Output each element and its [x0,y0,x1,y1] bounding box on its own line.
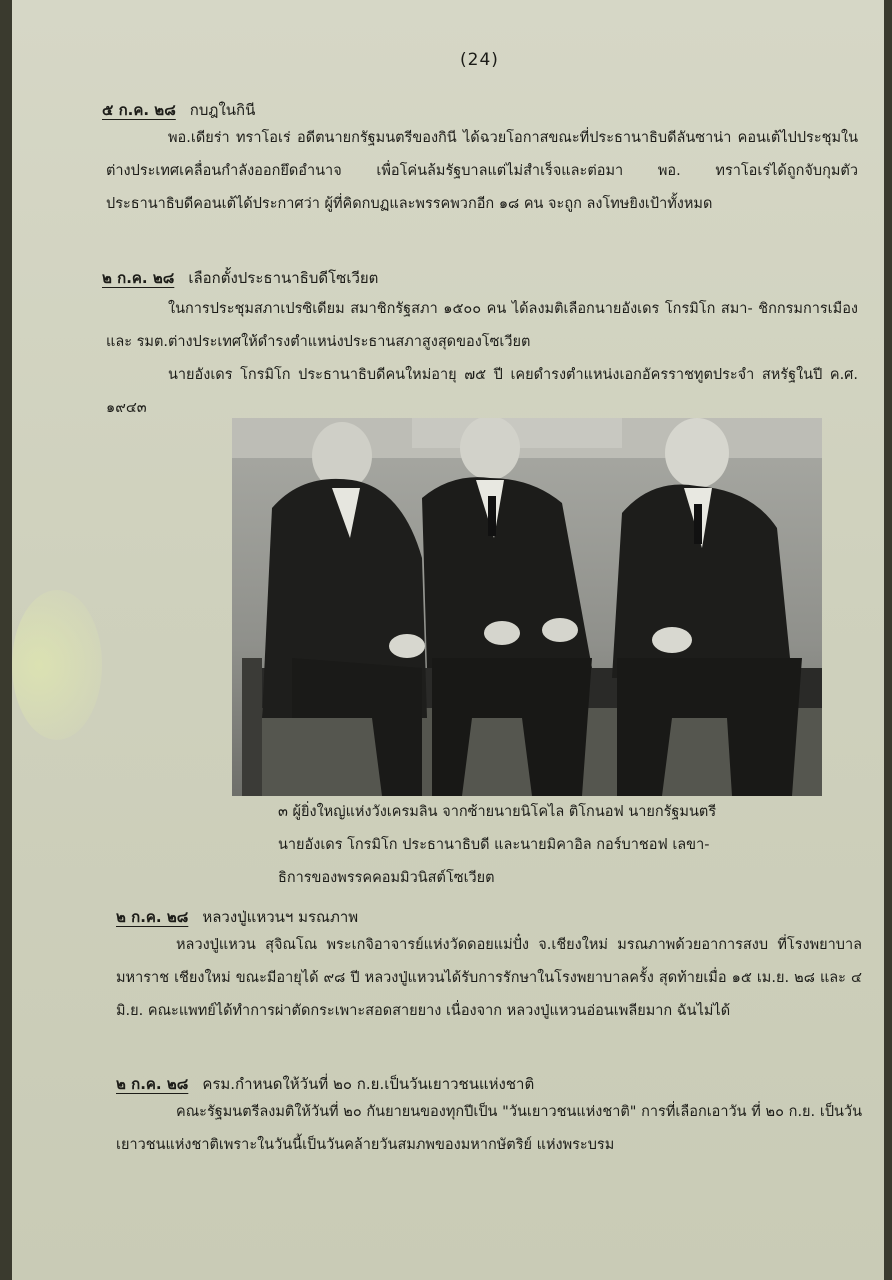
section-title: กบฎในกินี [189,101,256,119]
section-heading-guinea-coup [102,98,255,122]
section-heading-youth-day [116,1072,534,1096]
section-date: ๒ ก.ค. ๒๘ [102,269,175,287]
section-title: ครม.กำหนดให้วันที่ ๒๐ ก.ย.เป็นวันเยาวชนแห่งชาติ [202,1075,535,1093]
document-page [12,0,884,1280]
paragraph-youth-day: คณะรัฐมนตรีลงมติให้วันที่ ๒๐ กันยายนของทุกปีเป็น "วันเยาวชนแห่งชาติ" การที่เลือกเอาวัน ที่ ๒๐ ก.ย. เป็นวันเยาวชนแห่งชาติเพราะในวันนี้เป็นวันคล้ายวันสมภพของมหากษัตริย์ แห่งพระบรม [116,1104,862,1153]
section-date: ๒ ก.ค. ๒๘ [116,1075,189,1093]
kremlin-leaders-photo [232,418,822,796]
paragraph-guinea-coup: พอ.เดียร่า ทราโอเร่ อดีตนายกรัฐมนตรีของกินี ได้ฉวยโอกาสขณะที่ประธานาธิบดีลันซาน่า คอนเต้ไปประชุมในต่างประเทศเคลื่อนกำลังออกยึดอำนาจ เพื่อโค่นล้มรัฐบาลแต่ไม่สำเร็จและต่อมา พอ. ทราโอเร่ได้ถูกจับกุมตัว ประธานาธิบดีคอนเต้ได้ประกาศว่า ผู้ที่คิดกบฏและพรรคพวกอีก ๑๘ คน จะถูก ลงโทษยิงเป้าทั้งหมด [106,130,858,212]
caption-line: ๓ ผู้ยิ่งใหญ่แห่งวังเครมลิน จากซ้ายนายนิโคไล ติโกนอฟ นายกรัฐมนตรี [278,804,717,820]
paragraph-luang-pu-waen: หลวงปู่แหวน สุจิณโณ พระเกจิอาจารย์แห่งวัดดอยแม่ปั๋ง จ.เชียงใหม่ มรณภาพด้วยอาการสงบ ที่โรงพยาบาลมหาราช เชียงใหม่ ขณะมีอายุได้ ๙๘ ปี หลวงปู่แหวนได้รับการรักษาในโรงพยาบาลครั้ง สุดท้ายเมื่อ ๑๕ เม.ย. ๒๘ และ ๔ มิ.ย. คณะแพทย์ได้ทำการผ่าตัดกระเพาะสอดสายยาง เนื่องจาก หลวงปู่แหวนอ่อนเพลียมาก ฉันไม่ได้ [116,937,862,1019]
lighting-glare [12,590,102,740]
section-heading-soviet-election [102,266,378,290]
caption-line: ธิการของพรรคคอมมิวนิสต์โซเวียต [278,870,495,886]
paragraph-soviet-election-1: ในการประชุมสภาเปรซิเดียม สมาชิกรัฐสภา ๑๕๐๐ คน ได้ลงมติเลือกนายอังเดร โกรมิโก สมา- ชิกกรมการเมือง และ รมต.ต่างประเทศให้ดำรงตำแหน่งประธานสภาสูงสุดของโซเวียต [106,301,858,350]
section-heading-luang-pu-waen [116,905,358,929]
section-title: หลวงปู่แหวนฯ มรณภาพ [202,908,359,926]
photo-caption [278,796,818,895]
caption-line: นายอังเดร โกรมิโก ประธานาธิบดี และนายมิคาอิล กอร์บาชอฟ เลขา- [278,837,710,853]
page-number: (24) [460,50,499,70]
paragraph-soviet-election-2: นายอังเดร โกรมิโก ประธานาธิบดีคนใหม่อายุ ๗๕ ปี เคยดำรงตำแหน่งเอกอัครราชทูตประจำ สหรัฐในปี ค.ศ. ๑๙๔๓ [106,367,858,416]
section-date: ๕ ก.ค. ๒๘ [102,101,176,119]
section-date: ๒ ก.ค. ๒๘ [116,908,189,926]
section-title: เลือกตั้งประธานาธิบดีโซเวียต [188,269,379,287]
